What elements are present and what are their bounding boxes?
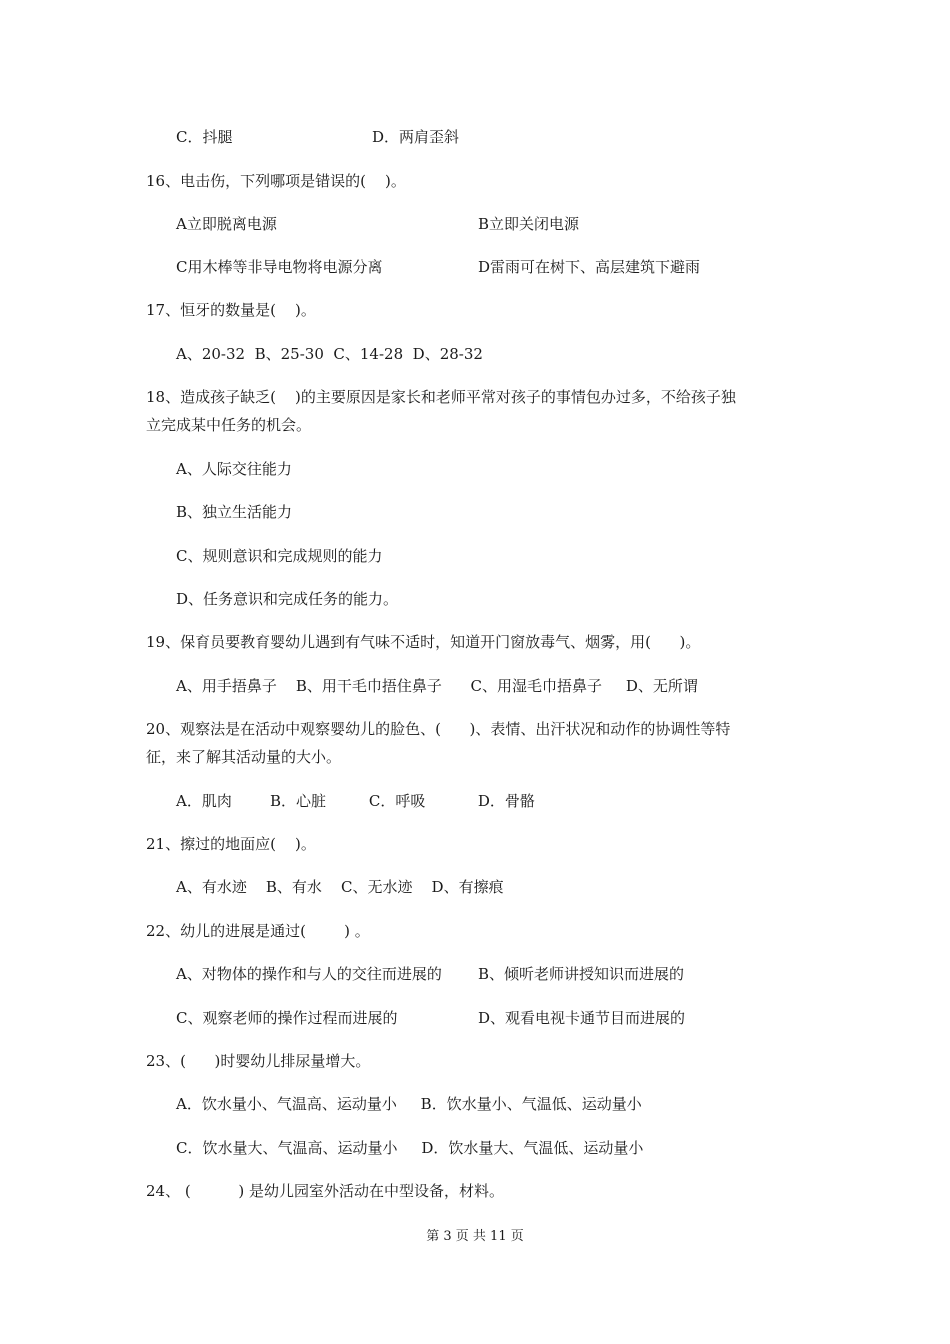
question-21: 21、擦过的地面应( )。 (146, 835, 316, 853)
option-16c: C用木棒等非导电物将电源分离 (176, 258, 383, 276)
option-18c: C、规则意识和完成规则的能力 (176, 547, 383, 565)
question-18-line2: 立完成某中任务的机会。 (146, 416, 312, 434)
question-22: 22、幼儿的进展是通过( ) 。 (146, 922, 370, 940)
question-19: 19、保育员要教育婴幼儿遇到有气味不适时，知道开门窗放毒气、烟雾，用( )。 (146, 633, 701, 651)
question-23: 23、( )时婴幼儿排尿量增大。 (146, 1052, 371, 1070)
question-16: 16、电击伤，下列哪项是错误的( )。 (146, 172, 406, 190)
option-18d: D、任务意识和完成任务的能力。 (176, 590, 399, 608)
option-15d: D．两肩歪斜 (372, 128, 460, 146)
question-17: 17、恒牙的数量是( )。 (146, 301, 316, 319)
question-24: 24、 ( ) 是幼儿园室外活动在中型设备，材料。 (146, 1182, 505, 1200)
question-20-line2: 征，来了解其活动量的大小。 (146, 748, 342, 766)
option-22a: A、对物体的操作和与人的交往而进展的 (176, 965, 442, 983)
option-22d: D、观看电视卡通节目而进展的 (478, 1009, 686, 1027)
question-18-line1: 18、造成孩子缺乏( )的主要原因是家长和老师平常对孩子的事情包办过多，不给孩子独 (146, 388, 736, 406)
option-16d: D雷雨可在树下、高层建筑下避雨 (478, 258, 701, 276)
option-16b: B立即关闭电源 (478, 215, 580, 233)
option-22c: C、观察老师的操作过程而进展的 (176, 1009, 398, 1027)
options-23-row1: A．饮水量小、气温高、运动量小 B．饮水量小、气温低、运动量小 (176, 1095, 642, 1113)
options-20: A．肌肉 B．心脏 C．呼吸 D．骨骼 (176, 792, 535, 810)
option-15c: C．抖腿 (176, 128, 233, 146)
question-20-line1: 20、观察法是在活动中观察婴幼儿的脸色、( )、表情、出汗状况和动作的协调性等特 (146, 720, 731, 738)
options-21: A、有水迹 B、有水 C、无水迹 D、有擦痕 (176, 878, 504, 896)
option-18a: A、人际交往能力 (176, 460, 292, 478)
page-footer: 第 3 页 共 11 页 (426, 1229, 524, 1244)
options-17: A、20-32 B、25-30 C、14-28 D、28-32 (176, 345, 483, 363)
option-16a: A立即脱离电源 (176, 215, 277, 233)
options-19: A、用手捂鼻子 B、用干毛巾捂住鼻子 C、用湿毛巾捂鼻子 D、无所谓 (176, 677, 698, 695)
options-23-row2: C．饮水量大、气温高、运动量小 D．饮水量大、气温低、运动量小 (176, 1139, 644, 1157)
option-18b: B、独立生活能力 (176, 503, 293, 521)
option-22b: B、倾听老师讲授知识而进展的 (478, 965, 685, 983)
